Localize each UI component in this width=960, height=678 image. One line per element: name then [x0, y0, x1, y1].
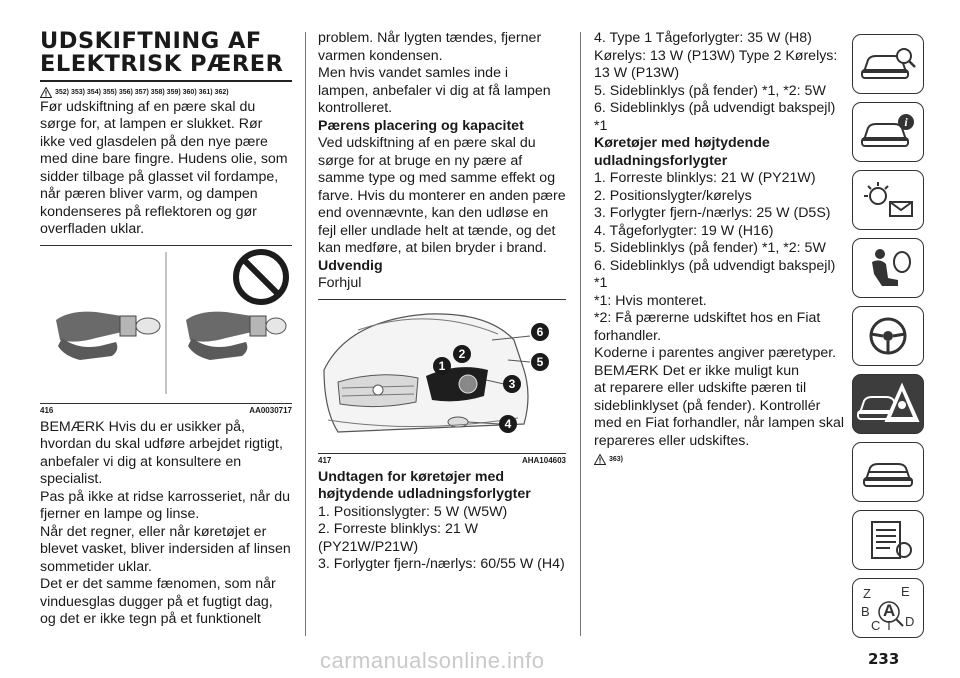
bulb-list-continued: 4. Type 1 Tågeforlygter: 35 W (H8) Kørelys: 13 W (P13W) Type 2 Kørelys: 13 W (P13W) 5. Sideblinklys (på fender) *1, *2: 5W 6. Sideblinklys (på udvendigt bakspejl) *1 [594, 30, 838, 134]
car-info-icon [858, 110, 918, 154]
column-divider [305, 32, 306, 636]
svg-text:A: A [883, 601, 896, 620]
figure-code: AHA104603 [521, 455, 566, 465]
svg-text:B: B [861, 604, 870, 619]
svg-text:E: E [901, 584, 910, 599]
figure-number: 417 [318, 455, 332, 465]
subheading-front: Forhjul [318, 275, 362, 291]
callout-5 [531, 353, 549, 371]
tab-car-service[interactable] [852, 442, 924, 502]
warning-triangle-icon [40, 87, 52, 98]
steering-wheel-icon [858, 314, 918, 358]
chapter-tabs [852, 34, 924, 646]
callout-1 [433, 357, 451, 375]
column-2 [318, 30, 566, 574]
figure-caption [40, 406, 292, 415]
bulb-list-standard: 1. Positionslygter: 5 W (W5W) 2. Forreste blinklys: 21 W (PY21W/P21W) 3. Forlygter fjern-/nærlys: 60/55 W (H4) [318, 503, 565, 572]
bulb-placement-text: Ved udskiftning af en pære skal du sørge for at bruge en ny pære af samme type og med samme effekt og farve. Hvis du monterer en anden pære end ovennævnte, kan den udløse en fejl eller undlade helt at tænde, og det kan medføre, at bilen bryder i brand. [318, 135, 566, 256]
svg-text:Z: Z [863, 586, 871, 601]
column-divider [580, 32, 581, 636]
svg-text:2: 2 [458, 346, 466, 361]
tab-dashboard-lights[interactable] [852, 170, 924, 230]
figure-caption [318, 456, 566, 465]
callout-3 [503, 375, 521, 393]
tab-alphabetical-index[interactable] [852, 578, 924, 638]
warning-reference-363: 363) [594, 453, 844, 465]
column-3 [594, 30, 844, 465]
warning-triangle-icon [594, 454, 606, 465]
svg-text:i: i [904, 115, 908, 129]
front-lights-illustration [318, 300, 566, 448]
svg-text:D: D [905, 614, 915, 629]
svg-text:1: 1 [438, 358, 446, 373]
callout-6 [531, 323, 549, 341]
svg-text:4: 4 [504, 416, 512, 431]
figure-bottom-rule [40, 403, 292, 404]
title-rule [40, 80, 292, 82]
svg-text:C: C [871, 618, 881, 633]
tab-car-search[interactable] [852, 34, 924, 94]
callout-4 [499, 415, 517, 433]
column-1 [40, 30, 292, 629]
heading-hid-headlamps: Køretøjer med højtydende udladningsforlygter [594, 135, 770, 169]
tab-airbag-seat[interactable] [852, 238, 924, 298]
tab-car-info[interactable] [852, 102, 924, 162]
car-warning-icon [856, 379, 920, 429]
heading-exterior: Udvendig [318, 257, 383, 274]
heading-bulb-placement: Pærens placering og kapacitet [318, 117, 524, 134]
note-text: BEMÆRK Hvis du er usikker på, hvordan du skal udføre arbejdet rigtigt, anbefaler vi dig at konsultere en specialist. Pas på ikke at ridse karrosseriet, når du fjerner en lampe og linse. Når det regner, eller når køretøjet er blevet vasket, bliver indersiden af linsen sommetider uklar. Det er det samme fænomen, som når vinduesglas dugger på et fugtigt dag, og det er ikke tegn på et funktionelt [40, 418, 291, 627]
dashboard-lights-icon [858, 178, 918, 222]
tab-emergency[interactable] [852, 374, 924, 434]
svg-text:5: 5 [536, 354, 544, 369]
svg-text:3: 3 [508, 376, 516, 391]
car-search-icon [858, 42, 918, 86]
tab-specifications[interactable] [852, 510, 924, 570]
heading-standard-headlamps: Undtagen for køretøjer med højtydende udladningsforlygter [318, 468, 531, 502]
figure-bottom-rule [318, 453, 566, 454]
continued-text: problem. Når lygten tændes, fjerner varmen kondensen. Men hvis vandet samles inde i lampen, anbefaler vi dig at få lampen kontrolleret. [318, 30, 551, 116]
specifications-list-icon [858, 518, 918, 562]
watermark: carmanualsonline.info [320, 648, 545, 673]
bulb-list-hid: 1. Forreste blinklys: 21 W (PY21W) 2. Positionslygter/kørelys 3. Forlygter fjern-/nærlys: 25 W (D5S) 4. Tågeforlygter: 19 W (H16) 5. Sideblinklys (på fender) *1, *2: 5W 6. Sideblinklys (på udvendigt bakspejl) *1 *1: Hvis monteret. *2: Få pærerne udskiftet hos en Fiat forhandler. Koderne i parentes angiver pæretyper. BEMÆRK Det er ikke muligt kun at reparere eller udskifte pæren til sideblinklyset (på fender). Kontrollér med en Fiat forhandler, når lampen skal repareres eller udskiftes. [594, 170, 844, 449]
prohibited-icon [226, 248, 292, 306]
airbag-seat-icon [858, 246, 918, 290]
page-number: 233 [868, 650, 900, 668]
figure-number: 416 [40, 405, 54, 415]
figure-417 [318, 299, 566, 465]
tab-steering-wheel[interactable] [852, 306, 924, 366]
callout-2 [453, 345, 471, 363]
section-title: UDSKIFTNING AF ELEKTRISK PÆRER [40, 28, 284, 77]
warning-references: 352) 353) 354) 355) 356) 357) 358) 359) 360) 361) 362) [40, 87, 292, 99]
intro-text: Før udskiftning af en pære skal du sørge for, at lampen er slukket. Rør ikke ved glasdelen på den nye pære med dine bare fingre. Hudens olie, som sidder tilbage på glasset vil fordampe, når pæren bliver varm, og dampen kondenseres på reflektoren og gør overfladen uklar. [40, 98, 288, 237]
svg-text:T: T [885, 618, 893, 633]
car-service-icon [858, 450, 918, 494]
figure-code: AA0030717 [249, 405, 292, 415]
svg-text:6: 6 [536, 324, 544, 339]
alphabetical-index-icon [857, 582, 919, 634]
figure-416 [40, 245, 292, 415]
bulb-handling-illustration [40, 246, 292, 398]
